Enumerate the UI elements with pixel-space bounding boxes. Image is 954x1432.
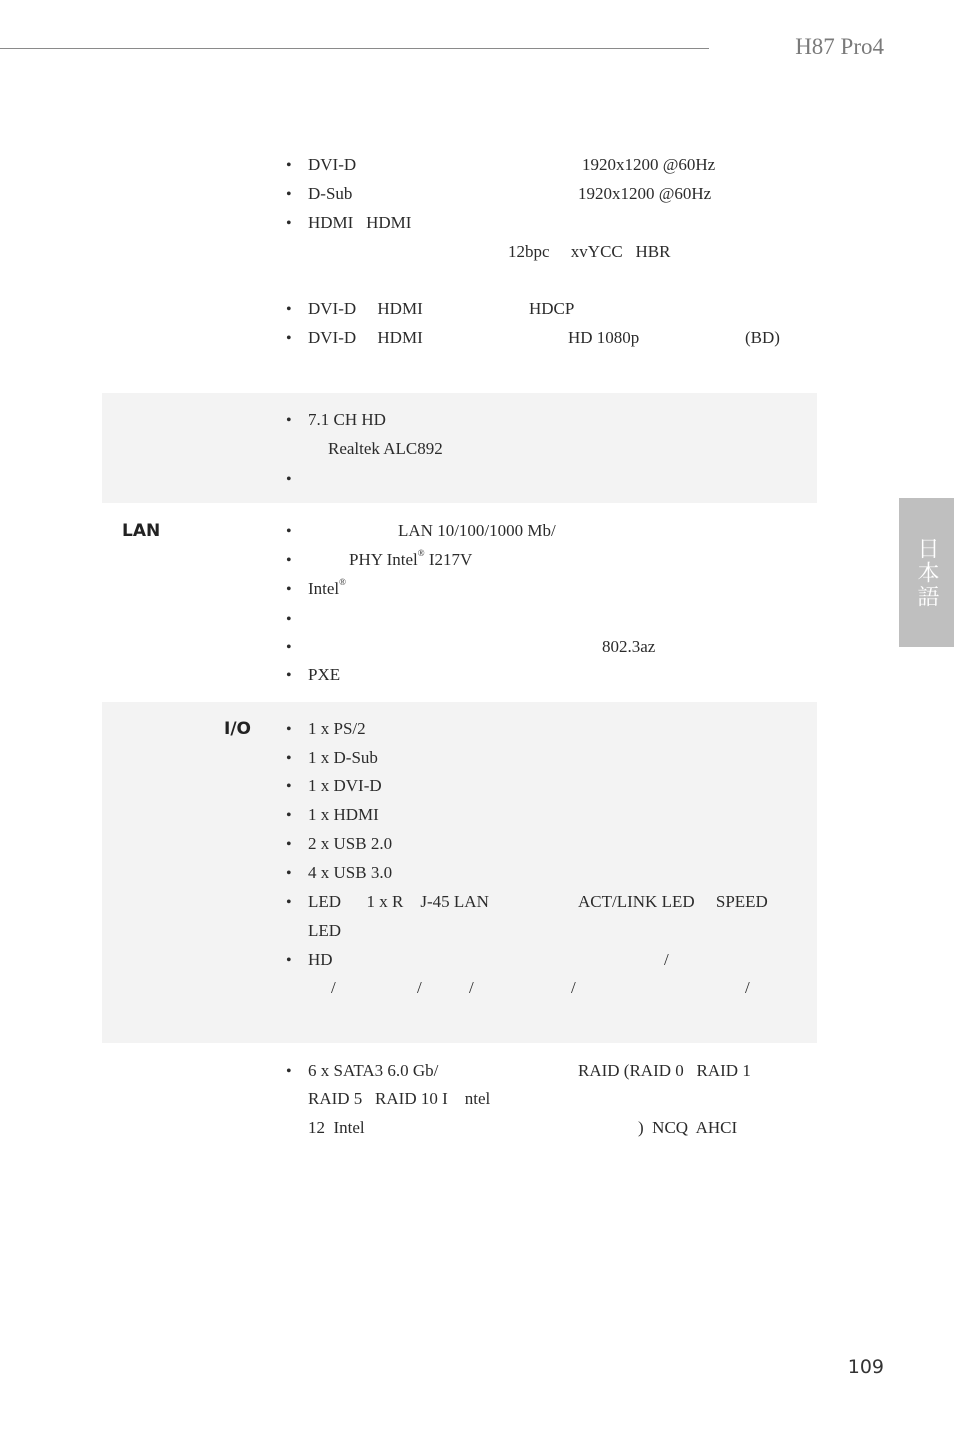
io-hdmi: 1 x HDMI (308, 805, 379, 824)
bullet: • (286, 330, 292, 347)
bullet: • (286, 581, 292, 598)
bullet: • (286, 611, 292, 628)
audio-section (102, 393, 817, 503)
bullet: • (286, 523, 292, 540)
audio-hd: 7.1 CH HD (308, 410, 386, 429)
storage-intel: 12 Intel (308, 1118, 365, 1137)
io-usb2: 2 x USB 2.0 (308, 834, 393, 853)
io-dsub: 1 x D-Sub (308, 748, 378, 767)
lan-speed: LAN 10/100/1000 Mb/ (398, 521, 556, 540)
bullet: • (286, 894, 292, 911)
bullet: • (286, 667, 292, 684)
storage-ncq: ) NCQ AHCI (638, 1118, 738, 1137)
bullet: • (286, 552, 292, 569)
dsub-resolution: 1920x1200 @60Hz (578, 184, 712, 203)
lan-phy-text: PHY Intel (349, 550, 418, 569)
io-slash: / (469, 978, 474, 997)
bullet: • (286, 865, 292, 882)
dvid-resolution: 1920x1200 @60Hz (582, 155, 716, 174)
bullet: • (286, 471, 292, 488)
lan-pxe: PXE (308, 665, 341, 684)
dvid-text: DVI-D (308, 155, 357, 174)
io-slash: / (571, 978, 576, 997)
io-slash: / (745, 978, 750, 997)
header-title: H87 Pro4 (795, 34, 884, 59)
io-label: I/O (224, 719, 251, 739)
bd-text: (BD) (745, 328, 780, 347)
bullet: • (286, 301, 292, 318)
bullet: • (286, 412, 292, 429)
registered-mark: ® (417, 548, 425, 558)
io-section (102, 702, 817, 1043)
bullet: • (286, 721, 292, 738)
io-ps2: 1 x PS/2 (308, 719, 366, 738)
lan-intel-text: Intel (308, 579, 340, 598)
storage-sata: 6 x SATA3 6.0 Gb/ (308, 1061, 439, 1080)
bd-ports: DVI-D HDMI (308, 328, 423, 347)
bullet: • (286, 836, 292, 853)
language-tab-label: 日本語 (914, 536, 939, 609)
io-lan-led-cont: LED (308, 921, 342, 940)
io-hd-audio: HD (308, 950, 333, 969)
lan-intel (308, 579, 346, 599)
hdcp-ports: DVI-D HDMI (308, 299, 423, 318)
lan-label: LAN (122, 521, 161, 541)
bullet: • (286, 750, 292, 767)
lan-phy-model: I217V (428, 550, 473, 569)
storage-raid-cont: RAID 5 RAID 10 I ntel (308, 1089, 491, 1108)
audio-codec: Realtek ALC892 (328, 439, 443, 458)
io-lan-port: LED 1 x R J-45 LAN (308, 892, 489, 911)
language-tab (899, 498, 954, 647)
io-dvid: 1 x DVI-D (308, 776, 382, 795)
io-lan-led: ACT/LINK LED SPEED (578, 892, 768, 911)
bullet: • (286, 639, 292, 656)
bullet: • (286, 186, 292, 203)
storage-raid: RAID (RAID 0 RAID 1 (578, 1061, 751, 1080)
bullet: • (286, 778, 292, 795)
header-rule (0, 48, 709, 49)
bullet: • (286, 952, 292, 969)
page-number: 109 (847, 1356, 884, 1378)
dsub-text: D-Sub (308, 184, 353, 203)
hdmi-text: HDMI HDMI (308, 213, 412, 232)
bullet: • (286, 807, 292, 824)
registered-mark: ® (339, 577, 346, 587)
io-slash: / (331, 978, 336, 997)
lan-eee: 802.3az (602, 637, 656, 656)
io-slash: / (664, 950, 669, 969)
io-slash: / (417, 978, 422, 997)
io-usb3: 4 x USB 3.0 (308, 863, 393, 882)
hdmi-features: 12bpc xvYCC HBR (508, 242, 671, 261)
bullet: • (286, 157, 292, 174)
bullet: • (286, 1063, 292, 1080)
bd-resolution: HD 1080p (568, 328, 640, 347)
lan-phy (349, 550, 472, 570)
bullet: • (286, 215, 292, 232)
hdcp-text: HDCP (529, 299, 575, 318)
